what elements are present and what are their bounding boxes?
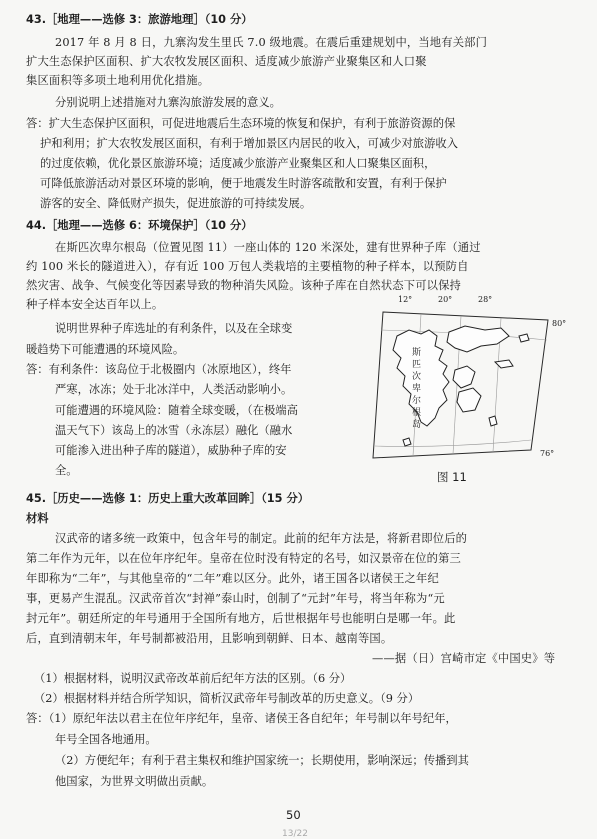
q43-material-line: 集区面积等多项土地利用优化措施。 [26,74,210,87]
map-graphic [363,300,558,466]
q45-material-title: 材料 [26,511,49,525]
q44-answer-line: 严寒，冰冻；处于北冰洋中，人类活动影响小。 [55,383,293,396]
svalbard-map [363,300,558,466]
page-indicator: 13/22 [282,829,308,839]
q43-answer-line: 答：扩大生态保护区面积，可促进地震后生态环境的恢复和保护，有利于旅游资源的保 [26,117,456,130]
q44-material-line: 在斯匹次卑尔根岛（位置见图 11）一座山体的 120 米深处，建有世界种子库（通过 [55,241,481,254]
q44-answer-line: 答：有利条件：该岛位于北极圈内（冰原地区），终年 [26,363,292,376]
map-lat-label: 80° [552,319,567,328]
q45-material-line: 封元年”。朝廷所定的年号通用于全国所有地方，后世根据年号也能明白是哪一年。此 [26,612,456,625]
q45-material-line: 后，直到清朝末年，年号制都被沿用，且影响到朝鲜、日本、越南等国。 [26,632,393,645]
q45-answer-line: （2）方便纪年；有利于君主集权和维护国家统一；长期使用，影响深远；传播到其 [55,754,469,767]
q45-material-line: 年即称为“二年”，与其他皇帝的“二年”难以区分。此外，诸王国各以诸侯王之年纪 [26,572,439,585]
map-lon-label: 12° [398,295,413,304]
q43-material-line: 扩大生态保护区面积、扩大农牧发展区面积、适度减少旅游产业聚集区和人口聚 [26,55,427,68]
island-label-char: 尔 [412,396,422,406]
q45-material-line: 第二年作为元年，以在位年序纪年。皇帝在位时没有特定的名号，如汉景帝在位的第三 [26,552,461,565]
q45-material-line: 事，更易产生混乱。汉武帝首次“封禅”泰山时，创制了“元封”年号，将当年称为“元 [26,592,445,605]
island-label-char: 斯 [412,348,422,358]
q45-source: ——据（日）宫崎市定《中国史》等 [372,652,556,665]
q44-answer-line: 可能渗入进出种子库的隧道），威胁种子库的安 [55,444,287,457]
q44-answer-line: 可能遭遇的环境风险：随着全球变暖，（在极端高 [55,404,298,417]
q43-answer-line: 的过度依赖，优化景区旅游环境；适度减少旅游产业聚集区和人口聚集区面积， [40,157,436,170]
q45-question-line: （2）根据材料并结合所学知识，简析汉武帝年号制改革的历史意义。（9 分） [34,692,420,705]
q43-answer-line: 游客的安全、降低财产损失，促进旅游的可持续发展。 [40,197,312,210]
figure-caption: 图 11 [437,470,467,484]
q44-question-line: 说明世界种子库选址的有利条件，以及在全球变 [55,322,293,335]
island-label-char: 卑 [412,384,422,394]
q43-material-line: 2017 年 8 月 8 日，九寨沟发生里氏 7.0 级地震。在震后重建规划中，当地有关部门 [55,36,488,49]
q44-material-line: 然灾害、战争、气候变化等因素导致的物种消失风险。该种子库在自然状态下可以保持 [26,279,461,292]
island-label-char: 匹 [412,360,422,370]
q45-question-line: （1）根据材料，说明汉武帝改革前后纪年方法的区别。（6 分） [34,672,352,685]
q44-question-line: 暖趋势下可能遭遇的环境风险。 [26,343,185,356]
q45-answer-line: 年号全国各地通用。 [55,733,157,746]
q43-header: 43.［地理——选修 3：旅游地理］（10 分） [26,13,253,26]
page-number: 50 [286,808,301,822]
island-label-char: 岛 [412,420,422,430]
q44-material-line: 种子样本安全达百年以上。 [26,298,164,311]
q43-question: 分别说明上述措施对九寨沟旅游发展的意义。 [55,96,281,109]
map-lat-label: 76° [540,449,555,458]
map-lon-label: 20° [438,295,453,304]
q44-answer-line: 全。 [55,464,78,477]
island-label-char: 次 [412,372,422,382]
q43-answer-line: 护和利用；扩大农牧发展区面积，有利于增加景区内居民的收入，可减少对旅游收入 [40,137,458,150]
q45-answer-line: 答：（1）原纪年法以君主在位年序纪年，皇帝、诸侯王各自纪年；年号制以年号纪年， [26,712,457,725]
island-label-char: 根 [412,408,422,418]
q44-header: 44.［地理——选修 6：环境保护］（10 分） [26,219,253,232]
q45-answer-line: 他国家，为世界文明做出贡献。 [55,775,214,788]
q44-material-line: 约 100 米长的隧道进入），存有近 100 万包人类栽培的主要植物的种子样本，以预防自 [26,260,469,273]
q43-answer-line: 可降低旅游活动对景区环境的影响，便于地震发生时游客疏散和安置，有利于保护 [40,177,447,190]
q45-header: 45.［历史——选修 1：历史上重大改革回眸］（15 分） [26,492,310,505]
q44-answer-line: 温天气下）该岛上的冰雪（永冻层）融化（融水 [55,424,293,437]
q45-material-line: 汉武帝的诸多统一政策中，包含年号的制定。此前的纪年方法是，将新君即位后的 [55,532,468,545]
map-lon-label: 28° [478,295,493,304]
